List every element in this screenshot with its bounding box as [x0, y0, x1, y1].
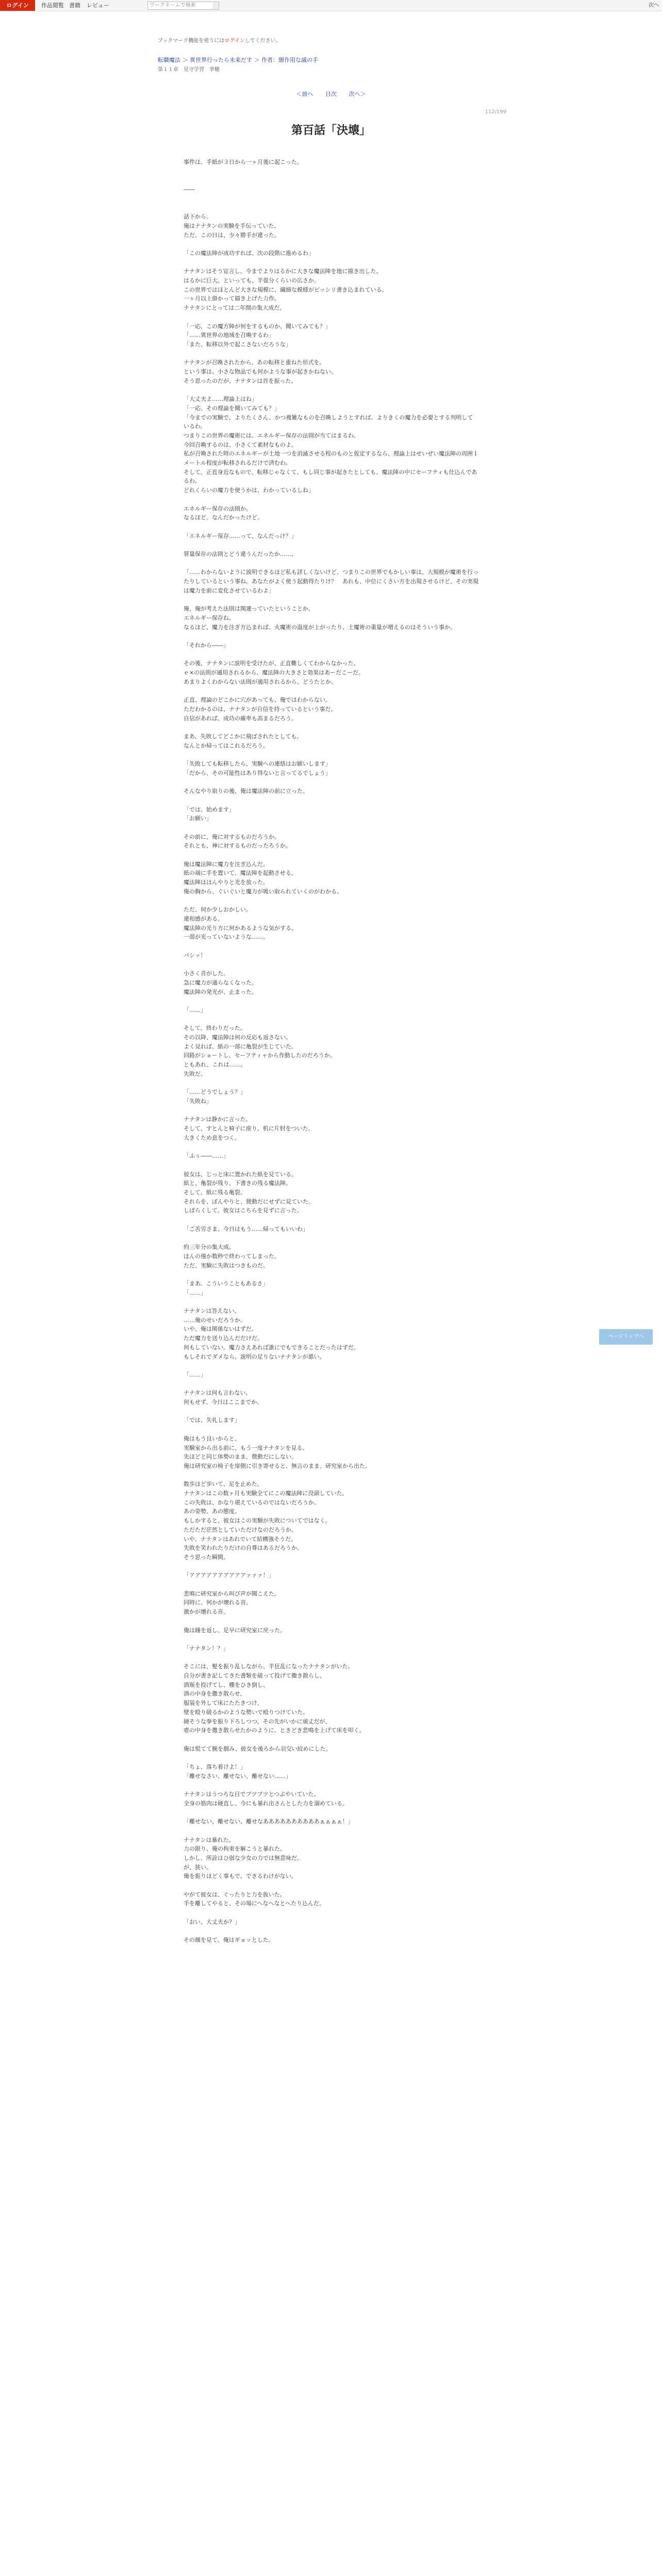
novel-line: 「離せない、離せない、離せなああああああああああぁぁぁぁ！」	[184, 1818, 354, 1825]
novel-line: 「……」	[184, 1289, 206, 1296]
novel-line: 酒瓶を投げてし、棚をひき倒し、	[184, 1681, 269, 1688]
novel-line	[184, 596, 478, 605]
novel-line	[184, 1471, 478, 1480]
search-input[interactable]: ワークネームで検索	[147, 2, 214, 10]
novel-line: エネルギー保存の法則か。	[184, 505, 252, 512]
novel-line: 「アアアアアアアアアアァァァ！」	[184, 1572, 274, 1579]
login-button[interactable]: ログイン	[0, 0, 35, 11]
novel-line	[184, 1617, 478, 1626]
novel-line	[184, 960, 478, 969]
novel-line: 今回召喚するのは、小さくて素材なものよ。	[184, 441, 297, 448]
novel-line: 急に魔力が通らなくなった。	[184, 979, 257, 986]
novel-line: 何もせず、今日はここまでか。	[184, 1399, 263, 1406]
nav-next-top[interactable]: 次へ	[649, 3, 659, 8]
novel-line: エネルギー保存ね。	[184, 614, 235, 621]
novel-line: 「では、始めます」	[184, 806, 235, 813]
novel-line: 俺は魔法陣に魔力を注ぎ込んだ。	[184, 860, 269, 868]
novel-line	[184, 1079, 478, 1088]
novel-line: 俺はもう良いからと、	[184, 1435, 240, 1442]
novel-line	[184, 1270, 478, 1279]
novel-line: 魔法陣の発光が、止まった。	[184, 988, 257, 995]
novel-line: 質量保存の法則とどう違うんだったか……。	[184, 551, 297, 558]
novel-line	[184, 540, 478, 550]
novel-line	[184, 1808, 478, 1818]
novel-line	[184, 1015, 478, 1024]
notice-text: ブックマーク機能を使うには	[158, 38, 225, 44]
novel-line	[184, 385, 478, 395]
novel-line: 回路がショートし、セーフティャから作動したのだろうか。	[184, 1052, 336, 1059]
novel-line: 「失敗しても転移したら、実験への連絡はお願いします」	[184, 760, 331, 768]
novel-line: 手を離してやると、その場にへなへなとへたり込んだ。	[184, 1900, 325, 1907]
novel-line: 「離せなさい、離せない、離せない……」	[184, 1772, 291, 1780]
novel-line: 失敗だ。	[184, 1070, 206, 1077]
novel-line: それらを、ぼんやりと、微動だにせずに見ていた。	[184, 1198, 314, 1205]
novel-line: あまりよくわからない法則が適用されるから、どうたとか。	[184, 678, 337, 685]
novel-line	[184, 1908, 478, 1918]
novel-line: もしそれでダメなら、説明の足りないナナタンが悪い。	[184, 1353, 325, 1360]
novel-line: パシッ！	[184, 952, 206, 959]
novel-line	[184, 313, 478, 322]
nav-browse[interactable]: 作品閲覧	[41, 2, 64, 9]
page-number: 112/199	[485, 109, 506, 115]
novel-line: そこには、髪を振り乱しながら、半狂乱になったナナタンがいた。	[184, 1663, 354, 1670]
novel-line: ただ魔力を送り込んだだけだ。	[184, 1335, 263, 1342]
novel-line	[184, 1753, 478, 1762]
nav-books[interactable]: 書籍	[69, 2, 80, 9]
novel-line: もしかすると、彼女はこの実験が失敗についてではなく。	[184, 1517, 331, 1524]
novel-line: 「一応、この魔方陣が何をするものか、聞いてみても？」	[184, 323, 331, 330]
novel-line: それとも、神に対するものだったろうか。	[184, 842, 291, 850]
novel-line: 俺は慌てて腕を掴み、彼女を後ろから羽交い絞めにした。	[184, 1745, 332, 1752]
novel-line: 「ナナタン！？」	[184, 1645, 229, 1652]
novel-line: 「おい、大丈夫か？」	[184, 1918, 240, 1925]
breadcrumb-work[interactable]: 異世界行ったら未来だす	[190, 57, 252, 63]
novel-line: 「また、転移以外で起こさないだろうな」	[184, 341, 291, 348]
novel-line: 俺は踵を返し、足早に研究室に戻った。	[184, 1626, 286, 1634]
search-icon[interactable]	[212, 2, 219, 10]
novel-line: そんなやり取りの後、俺は魔法陣の前に立った。	[184, 788, 308, 795]
novel-line	[184, 1826, 478, 1836]
novel-line: ともあれ、これは……。	[184, 1061, 246, 1069]
novel-line: 「お願い」	[184, 815, 212, 822]
novel-line: そう思ったのだが、ナナタンは首を振った。	[184, 377, 297, 384]
novel-line: そして、紙に残る亀裂。	[184, 1189, 246, 1196]
novel-line: 「失敗ね」	[184, 1097, 212, 1105]
novel-line: 「それから――」	[184, 642, 229, 649]
novel-line: ほんの僅か数秒で終わってしまった。	[184, 1252, 280, 1260]
novel-line: という事は、小さな物品でも何かような事が起きかねない。	[184, 368, 337, 376]
login-link[interactable]: ログイン	[224, 38, 245, 44]
novel-line: なるほど、魔力を注ぎ方込まれば、火魔術の温度が上がったり、土魔術の重量が増えるのはそういう事か。	[184, 623, 456, 631]
bookmark-notice	[158, 36, 281, 44]
page-top-button[interactable]: ページトップへ	[599, 1329, 653, 1345]
novel-line: 「エネルギー保存……って、なんだっけ？」	[184, 532, 297, 539]
novel-line: ナナタンは何も言わない。	[184, 1389, 252, 1397]
novel-line	[184, 896, 478, 906]
novel-line	[184, 687, 478, 696]
novel-line: 違和感がある。	[184, 915, 223, 922]
novel-line: 硬そうな拳を振り下ろしつつ、その先がいかに頑丈だが、	[184, 1718, 331, 1725]
author-link[interactable]: 闇作用な滅の手	[278, 57, 318, 63]
novel-line	[184, 176, 478, 185]
novel-line	[184, 1580, 478, 1589]
novel-line	[184, 942, 478, 951]
novel-line: 俺はナナタンの実験を手伝っていた。	[184, 222, 280, 229]
novel-line: 私が召喚された時のエネルギーが土地一つを消滅させる程のものと仮定するなら、理論上はせいぜい魔法陣の周囲１メートル程度が転移されるだけで済むわ。	[184, 450, 478, 467]
novel-line: 「この魔法陣が成功すれば、次の段階に進めるわ」	[184, 249, 314, 257]
novel-line	[184, 650, 478, 659]
novel-body	[184, 158, 478, 1945]
novel-line	[184, 1881, 478, 1890]
novel-line	[184, 1653, 478, 1663]
toc-link[interactable]: 目次	[325, 91, 337, 97]
novel-line: 全身の筋肉は硬直し、今にも暴れ出さんとした力を溜めている。	[184, 1800, 348, 1807]
novel-line: そう思った瞬間。	[184, 1553, 229, 1561]
breadcrumb-sep: ＞	[254, 57, 261, 63]
notice-text-end: してください。	[244, 38, 281, 44]
novel-line: ただただ茫然としていただけなのだろうか。	[184, 1526, 297, 1533]
novel-line: 魔法陣ははんやりと光を放った。	[184, 879, 269, 886]
novel-line: あの姿勢、あの態度。	[184, 1508, 240, 1515]
novel-line: ナナタンはそう宣言し、今までよりはるかに大きな魔法陣を地に描き出した。	[184, 268, 382, 275]
next-link[interactable]: 次へ＞	[349, 91, 366, 97]
novel-line	[184, 167, 478, 176]
novel-line: 紙と、亀裂が残り、下書きの残る魔法陣。	[184, 1180, 291, 1187]
novel-line: ナナタンは静かに言った。	[184, 1116, 252, 1123]
novel-line: ナナタンはこの数ヶ月も実験全てにこの魔法陣に没頭していた。	[184, 1490, 348, 1497]
novel-line: 力の限り、俺の拘束を解こうと暴れた。	[184, 1845, 286, 1853]
novel-line: ただ、実験に失敗はつきものだ。	[184, 1262, 269, 1269]
novel-line	[184, 1161, 478, 1170]
breadcrumb	[158, 56, 318, 64]
novel-line: しばらくして、彼女はこちらを見ずに言った。	[184, 1207, 303, 1214]
novel-line	[184, 823, 478, 833]
novel-line: 激かが壊れる音。	[184, 1608, 229, 1616]
prev-link[interactable]: ＜前へ	[296, 91, 313, 97]
novel-line	[184, 559, 478, 568]
novel-line: 大きくため息をつく。	[184, 1134, 240, 1141]
episode-pager	[0, 90, 662, 98]
breadcrumb-site[interactable]: 転職魔法	[158, 57, 180, 63]
novel-line: 「まあ、こういうこともあるさ」	[184, 1280, 269, 1287]
novel-line: 「では、失礼します」	[184, 1417, 240, 1424]
novel-line: が、狭い。	[184, 1863, 212, 1871]
novel-line: いや、俺は関係ないはずだ。	[184, 1326, 257, 1333]
top-navigation-bar	[0, 0, 662, 11]
novel-line	[184, 1361, 478, 1370]
novel-line: この失敗は、かなり堪えているのではないだろうか。	[184, 1499, 320, 1506]
novel-line: 「今までの実験で、よりたくさん、かつ複雑なものを召喚しようとすれば、よりきくの魔力を必要とする判明しているわ。	[184, 414, 473, 430]
novel-line: 話下から。	[184, 213, 212, 221]
novel-line	[184, 1635, 478, 1644]
novel-line: はるかに巨大。といっても、半畳分くらいの広さか。	[184, 277, 320, 284]
novel-line: 失敗を笑われたりだけの自尊はあるだろうか。	[184, 1545, 303, 1552]
novel-line: その後、ナナタンに説明を受けたが、正直難しくてわからなかった。	[184, 660, 359, 667]
novel-line	[184, 258, 478, 267]
novel-line	[184, 996, 478, 1006]
novel-line: その前に、俺に対するものだろうか。	[184, 833, 280, 840]
novel-line: ナナタンは答えない。	[184, 1308, 240, 1315]
novel-line: いや、ナナタンはあれでいて結構強そうだ。	[184, 1535, 297, 1543]
novel-line	[184, 1380, 478, 1389]
novel-line: ――	[184, 186, 195, 193]
novel-line: 壁を殴り破るかのような勢いで殴りつけていた。	[184, 1708, 308, 1716]
novel-line	[184, 1927, 478, 1936]
novel-line: どれくらいの魔力を使うかは、わかっているしね」	[184, 487, 314, 494]
novel-line	[184, 1142, 478, 1151]
novel-line: なるほど。なんだかったけど。	[184, 514, 263, 521]
author-label: 作者：	[261, 57, 278, 63]
novel-line: 実験室から出る前に、もう一度ナナタンを見る。	[184, 1444, 308, 1451]
novel-line: 俺を振りほどく事もで、できるわけがない。	[184, 1873, 297, 1880]
novel-line: 「……異世界の地域を召喚するわ」	[184, 332, 274, 339]
novel-line: 俺の胸から、ぐいぐいと魔力が吸い取られていくのがわかる。	[184, 888, 342, 895]
novel-line	[184, 750, 478, 759]
novel-line: その顔を見て、俺はギョッとした。	[184, 1937, 274, 1944]
novel-line: ナナタンは暴れた。	[184, 1836, 235, 1843]
novel-line: そして、すとんと椅子に座り、机に片肘をついた。	[184, 1125, 314, 1132]
novel-line: この世界ではほとんど大きな規模に、繊細な模様がビッシリ書き込まれている。	[184, 286, 388, 293]
novel-line	[184, 522, 478, 532]
novel-line	[184, 632, 478, 641]
novel-line	[184, 1215, 478, 1225]
novel-line: よく見れば、紙の一部に亀裂が生じていた。	[184, 1043, 297, 1050]
novel-line: そして、正直身近なもので、転移じゃなくて、もし同じ事が起きたとしても、魔法陣の中にセーフティも仕込んであるわ。	[184, 468, 477, 485]
novel-line: ｅ×の法則が適用されるから、魔法陣の大きさと効果はあーだこーだ。	[184, 669, 365, 676]
novel-line: 自信があれば、成功の確率も高まるだろう。	[184, 715, 297, 722]
novel-line: 「ご苦労さま、今日はもう……帰ってもいいわ」	[184, 1225, 308, 1232]
novel-line: 俺は研究室の椅子を扉側に引き寄せると、無言のまま、研究室から出た。	[184, 1462, 371, 1469]
novel-line: 一ヶ月以上掛かって描き上げた力作。	[184, 295, 280, 302]
novel-line: 「……わからないように説明できるほど私も詳しくないけど、つまりこの世界でもかしい事は、大規模が魔術を行ったりしているという事ね。あなたがよく使う起動得たりけ？ あれも、中位にくさい方を出現させるけど、その実現は魔力を前に変化させているわよ」	[184, 569, 478, 594]
novel-line	[184, 1425, 478, 1434]
novel-line	[184, 851, 478, 860]
novel-line: 服装を外して床にたたきつけ、	[184, 1700, 263, 1707]
novel-line: 小さく音がした。	[184, 970, 229, 977]
novel-line: ただ、この日は、少々勝手が違った。	[184, 231, 280, 239]
novel-line	[184, 1407, 478, 1416]
novel-line: 紙の端に手を置いて、魔法陣を起動させる。	[184, 870, 297, 877]
novel-line	[184, 1781, 478, 1790]
novel-line: 魔法陣の光り方に何かあるような気がする。	[184, 924, 297, 931]
novel-line: 「一応、その理論を聞いてみても？」	[184, 404, 280, 412]
novel-line: しかし、所詮はひ弱な少女の力では無意味だ。	[184, 1854, 303, 1861]
novel-line: なんとか帰ってはこれるだろう。	[184, 742, 269, 749]
novel-line: そして、終わりだった。	[184, 1025, 246, 1032]
novel-line: 彼女は、じっと床に置かれた紙を見ている。	[184, 1171, 297, 1178]
novel-line: 先ほどと同じ体勢のまま、微動だにしない。	[184, 1453, 297, 1461]
novel-line: つまりこの世界の魔術には、エネルギー保存の法則が当てはまるわ。	[184, 432, 359, 439]
breadcrumb-sep: ＞	[182, 57, 190, 63]
nav-reviews[interactable]: レビュー	[87, 2, 109, 9]
novel-line	[184, 723, 478, 732]
novel-line: 正直、理論のどこかに穴があっても、俺ではわからない。	[184, 697, 331, 704]
novel-line: やがて彼女は、ぐったりと力を抜いた。	[184, 1891, 286, 1898]
novel-line: ただわかるのは、ナナタンが自信を持っているという事だ。	[184, 705, 337, 713]
novel-line	[184, 240, 478, 249]
novel-line	[184, 1735, 478, 1744]
novel-line: 一部が光っていないような……。	[184, 934, 269, 941]
novel-line: 同時に、何かが壊れる音。	[184, 1599, 252, 1606]
novel-line	[184, 1297, 478, 1307]
novel-line	[184, 1106, 478, 1115]
novel-line: ……俺のせいだろうか。	[184, 1316, 246, 1324]
novel-line: 何もしていない。魔力さえあれば誰にでもできることだったはずだ。	[184, 1344, 359, 1351]
novel-line: 数歩ほど歩いて、足を止めた。	[184, 1481, 263, 1488]
novel-line: 「……」	[184, 1006, 206, 1013]
novel-line	[184, 203, 478, 212]
novel-line: まあ、失敗してどこかに飛ばされたとしても。	[184, 733, 303, 740]
novel-line: 「……」	[184, 1371, 206, 1378]
novel-line: その以降、魔法陣は何の反応も返さない。	[184, 1034, 291, 1041]
novel-line: 「大丈夫よ……理論上はね」	[184, 396, 257, 403]
novel-line	[184, 349, 478, 359]
novel-line	[184, 1562, 478, 1571]
novel-line: ナナタンが召喚されたから、あの転移と重ねた形式を。	[184, 359, 325, 366]
novel-line	[184, 778, 478, 787]
novel-line	[184, 1233, 478, 1243]
novel-line: 約三年分の集大成。	[184, 1244, 235, 1251]
novel-line	[184, 194, 478, 204]
novel-line: ただ、何か少しおかしい。	[184, 906, 252, 913]
chapter-line: 第１１章 見守学習 挙穂	[158, 67, 220, 73]
novel-line: 自分が書き記してきた書類を破って投げて撒き散らし、	[184, 1672, 325, 1679]
novel-line: 事件は、手紙が３日から一ヶ月後に起こった。	[184, 159, 303, 165]
novel-line: 「ちょ、落ち着けよ！」	[184, 1764, 246, 1770]
novel-line	[184, 796, 478, 805]
novel-line: 酒の中身を撒き散らせ、	[184, 1690, 246, 1698]
novel-line: 「だから、その可能性はあり得ないと言ってるでしょう」	[184, 769, 331, 776]
novel-line: 悲鳴に研究室から叫び声が聞こえた。	[184, 1590, 280, 1597]
novel-line: 「……どうでしょう？」	[184, 1089, 246, 1096]
novel-line: 「ふぅ――……」	[184, 1153, 229, 1160]
novel-line	[184, 495, 478, 504]
novel-line: ナナタンにとっては二年間の集大成だ。	[184, 304, 286, 312]
novel-line: 壺の中身を撒き散らせたかのように、ときどき悲鳴を上げて床を叩く。	[184, 1727, 365, 1734]
novel-line: 俺、俺が考えた法則は関連っていたということか。	[184, 605, 314, 613]
episode-title: 第百話「決壊」	[291, 124, 371, 137]
novel-line: ナナタンはうつろな目でブツブツとつぶやいていた。	[184, 1791, 320, 1798]
